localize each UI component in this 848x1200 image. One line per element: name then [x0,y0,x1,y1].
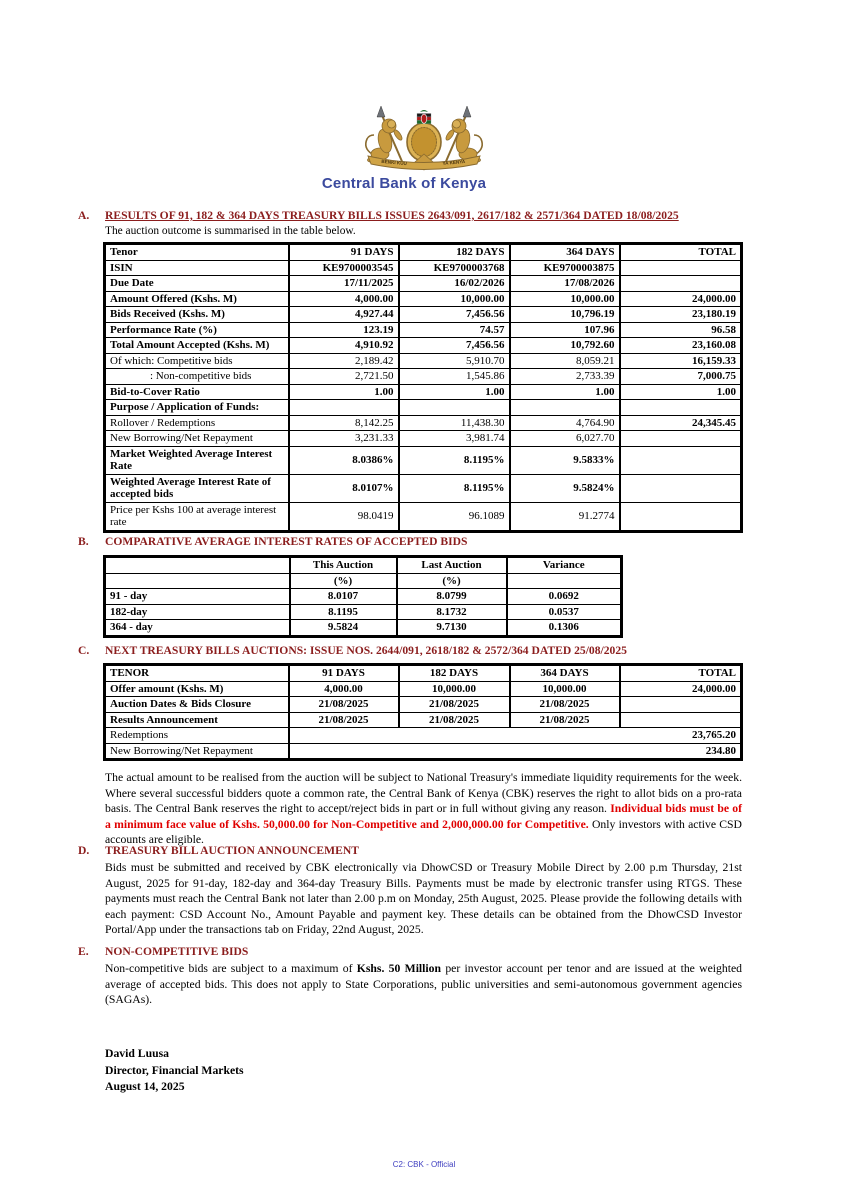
section-a [78,209,744,533]
table-cell: Variance [507,557,622,574]
table-row [105,400,742,416]
text-segment: Individual bids must be of a minimum face value of Kshs. 50,000.00 for Non-Competitive and 2,000,000.00 for Competitive. [105,802,743,831]
table-cell: 91 DAYS [289,665,399,682]
table-cell: 21/08/2025 [510,697,620,713]
table-cell: Auction Dates & Bids Closure [105,697,289,713]
table-cell: TOTAL [620,244,742,261]
kenya-flag-icon [417,110,431,124]
table-cell: 9.7130 [397,620,507,637]
text-segment: Non-competitive bids are subject to a maximum of [105,962,357,975]
table-cell: (%) [290,573,397,589]
comparative-rates-table [103,555,623,638]
coat-of-arms-icon [354,104,494,174]
table-row [105,322,742,338]
table-cell: 1,545.86 [399,369,510,385]
table-row [105,369,742,385]
table-row [105,446,742,474]
table-row [105,353,742,369]
table-cell: 123.19 [289,322,399,338]
table-cell: 10,000.00 [399,681,510,697]
section-b [78,535,744,638]
table-cell [620,712,742,728]
table-cell: 2,189.42 [289,353,399,369]
table-cell: 364 - day [105,620,290,637]
section-a-letter: A. [78,209,90,222]
table-cell [105,557,290,574]
section-a-heading: RESULTS OF 91, 182 & 364 DAYS TREASURY BILLS ISSUES 2643/091, 2617/182 & 2571/364 DATED 18/08/2025 [105,209,679,222]
section-c-heading: NEXT TREASURY BILLS AUCTIONS: ISSUE NOS. 2644/091, 2618/182 & 2572/364 DATED 25/08/2025 [105,644,627,657]
footer-classification: C2: CBK - Official [392,1160,456,1169]
section-d-heading: TREASURY BILL AUCTION ANNOUNCEMENT [105,844,359,857]
table-cell [399,400,510,416]
table-cell: 17/11/2025 [289,276,399,292]
table-row [105,743,742,760]
table-row [105,573,622,589]
table-cell: 364 DAYS [510,665,620,682]
table-cell: 21/08/2025 [399,712,510,728]
table-cell: Redemptions [105,728,289,744]
table-cell: 7,000.75 [620,369,742,385]
table-cell: 16/02/2026 [399,276,510,292]
table-cell: New Borrowing/Net Repayment [105,431,289,447]
table-cell: 16,159.33 [620,353,742,369]
table-cell [289,400,399,416]
table-cell: 91 - day [105,589,290,605]
table-cell: 96.58 [620,322,742,338]
table-cell: 8.0799 [397,589,507,605]
section-e [78,945,744,1008]
table-row [105,307,742,323]
table-cell: 10,796.19 [510,307,620,323]
table-cell: 3,231.33 [289,431,399,447]
table-row [105,665,742,682]
table-cell: 21/08/2025 [289,697,399,713]
table-row [105,681,742,697]
brand-title: Central Bank of Kenya [321,175,487,192]
table-cell: Weighted Average Interest Rate of accepted bids [105,474,289,502]
text-segment: The actual amount to be realised from the auction will be subject to National Treasury's immediate liquidity requirements for the week. Where several successful bidders quote a common rate, the Central Bank of Kenya (CBK) reserves the right to allot bids on a pro-rata basis. The Central Bank reserves the right to accept/reject bids in part or in full without giving any reason. [105,771,742,816]
table-cell: : Non-competitive bids [105,369,289,385]
table-cell: Total Amount Accepted (Kshs. M) [105,338,289,354]
table-cell: 10,000.00 [510,681,620,697]
table-cell [510,400,620,416]
signature-title: Director, Financial Markets [105,1063,244,1077]
table-row [105,502,742,531]
table-cell: (%) [397,573,507,589]
motto-right: YA KENYA [442,159,466,166]
table-cell: 21/08/2025 [289,712,399,728]
table-cell [620,431,742,447]
text-segment: Only investors with active CSD accounts are eligible. [105,817,742,847]
table-cell: 10,000.00 [510,291,620,307]
table-cell: 4,000.00 [289,291,399,307]
table-cell: Last Auction [397,557,507,574]
table-cell: Purpose / Application of Funds: [105,400,289,416]
table-cell: TENOR [105,665,289,682]
table-cell: 17/08/2026 [510,276,620,292]
table-cell: 24,000.00 [620,291,742,307]
lion-right-icon [445,119,483,163]
table-cell: 8,142.25 [289,415,399,431]
lion-left-icon [366,119,404,163]
table-cell: 9.5824 [290,620,397,637]
table-cell: 23,180.19 [620,307,742,323]
non-competitive-paragraph [105,961,742,1008]
table-cell: 8.0107% [289,474,399,502]
table-row [105,697,742,713]
table-cell: 91.2774 [510,502,620,531]
table-cell: Rollover / Redemptions [105,415,289,431]
table-cell: KE9700003545 [289,260,399,276]
signature-date: August 14, 2025 [105,1080,185,1093]
table-cell: 10,000.00 [399,291,510,307]
table-cell: 10,792.60 [510,338,620,354]
table-cell: 8.1195% [399,474,510,502]
table-cell: 9.5824% [510,474,620,502]
table-cell: 98.0419 [289,502,399,531]
section-d [78,844,744,938]
table-cell [507,573,622,589]
table-cell: KE9700003768 [399,260,510,276]
table-row [105,728,742,744]
table-cell: ISIN [105,260,289,276]
table-cell: Bids Received (Kshs. M) [105,307,289,323]
table-row [105,276,742,292]
table-row [105,589,622,605]
table-row [105,604,622,620]
text-segment: per investor account per tenor and are issued at the weighted average of accepted bids. This does not apply to State Corporations, public universities and semi-autonomous government agencies (SAGAs). [105,962,742,1007]
text-segment: Kshs. 50 Million [356,962,442,975]
table-cell: 21/08/2025 [399,697,510,713]
table-cell: 1.00 [620,384,742,400]
table-cell: 1.00 [510,384,620,400]
table-cell: Results Announcement [105,712,289,728]
table-cell: 182 DAYS [399,244,510,261]
table-cell: 96.1089 [399,502,510,531]
section-b-letter: B. [78,535,89,548]
table-cell: 2,733.39 [510,369,620,385]
table-cell: 24,345.45 [620,415,742,431]
table-cell: 8.1195% [399,446,510,474]
table-cell: Of which: Competitive bids [105,353,289,369]
section-c [78,644,744,848]
table-row [105,338,742,354]
announcement-paragraph: Bids must be submitted and received by CBK electronically via DhowCSD or Treasury Mobile Direct by 2.00 p.m Thursday, 21st August, 2025 for 91-day, 182-day and 364-day Treasury Bills. Payments must be made by electronic transfer using RTGS. These payments must reach the Central Bank not later than 2.00 p.m on Monday, 25th August, 2025. Please provide the following details with each payment: CSD Account No., Amount Payable and payment key. These details can be obtained from the DhowCSD Investor Portal/App under the transactions tab on Friday, 22nd August, 2025. [105,861,742,937]
table-cell: Offer amount (Kshs. M) [105,681,289,697]
document-header [0,104,848,192]
table-cell: 4,927.44 [289,307,399,323]
table-row [105,260,742,276]
table-cell: 4,764.90 [510,415,620,431]
table-cell: 182 DAYS [399,665,510,682]
table-row [105,557,622,574]
table-cell [620,276,742,292]
table-cell: 0.0692 [507,589,622,605]
section-b-heading: COMPARATIVE AVERAGE INTEREST RATES OF ACCEPTED BIDS [105,535,468,548]
table-cell: 5,910.70 [399,353,510,369]
table-cell: This Auction [290,557,397,574]
table-cell: 74.57 [399,322,510,338]
signature-name: David Luusa [105,1047,169,1060]
table-cell [620,446,742,474]
table-row [105,620,622,637]
table-row [105,431,742,447]
cbk-coat-of-arms-logo [354,104,494,174]
table-cell: New Borrowing/Net Repayment [105,743,289,760]
table-cell: 364 DAYS [510,244,620,261]
table-cell: 23,765.20 [289,728,742,744]
next-auctions-table [103,663,743,761]
table-cell [620,502,742,531]
section-c-letter: C. [78,644,90,657]
table-cell: 7,456.56 [399,338,510,354]
table-cell: 7,456.56 [399,307,510,323]
table-cell: 8.0107 [290,589,397,605]
motto-left: BENKI KUU [381,158,408,167]
table-cell: 182-day [105,604,290,620]
table-cell: Tenor [105,244,289,261]
table-cell: 21/08/2025 [510,712,620,728]
table-cell: 8,059.21 [510,353,620,369]
table-cell: 2,721.50 [289,369,399,385]
section-e-heading: NON-COMPETITIVE BIDS [105,945,249,958]
table-cell: 9.5833% [510,446,620,474]
table-cell: 107.96 [510,322,620,338]
table-cell: 4,000.00 [289,681,399,697]
table-cell: 1.00 [289,384,399,400]
table-cell: 8.1195 [290,604,397,620]
table-cell [620,474,742,502]
table-cell: 3,981.74 [399,431,510,447]
table-cell: 0.1306 [507,620,622,637]
table-row [105,244,742,261]
table-row [105,291,742,307]
table-cell: 6,027.70 [510,431,620,447]
table-cell: Performance Rate (%) [105,322,289,338]
table-cell: Price per Kshs 100 at average interest rate [105,502,289,531]
table-cell: 24,000.00 [620,681,742,697]
section-d-letter: D. [78,844,90,857]
auction-results-table [103,242,743,533]
table-cell: TOTAL [620,665,742,682]
table-cell: Bid-to-Cover Ratio [105,384,289,400]
section-a-intro: The auction outcome is summarised in the table below. [105,225,356,237]
table-cell: 234.80 [289,743,742,760]
table-cell: Market Weighted Average Interest Rate [105,446,289,474]
section-e-letter: E. [78,945,89,958]
table-cell [620,400,742,416]
table-cell [620,697,742,713]
table-cell: Amount Offered (Kshs. M) [105,291,289,307]
table-cell: 91 DAYS [289,244,399,261]
auction-terms-paragraph [105,770,742,848]
table-row [105,415,742,431]
signature-block [105,1046,244,1096]
table-cell: 1.00 [399,384,510,400]
table-cell [620,260,742,276]
table-cell: 8.0386% [289,446,399,474]
table-cell: 11,438.30 [399,415,510,431]
table-cell: Due Date [105,276,289,292]
table-cell: KE9700003875 [510,260,620,276]
table-cell: 23,160.08 [620,338,742,354]
table-cell: 4,910.92 [289,338,399,354]
table-row [105,712,742,728]
table-cell [105,573,290,589]
table-row [105,384,742,400]
table-row [105,474,742,502]
table-cell: 8.1732 [397,604,507,620]
table-cell: 0.0537 [507,604,622,620]
